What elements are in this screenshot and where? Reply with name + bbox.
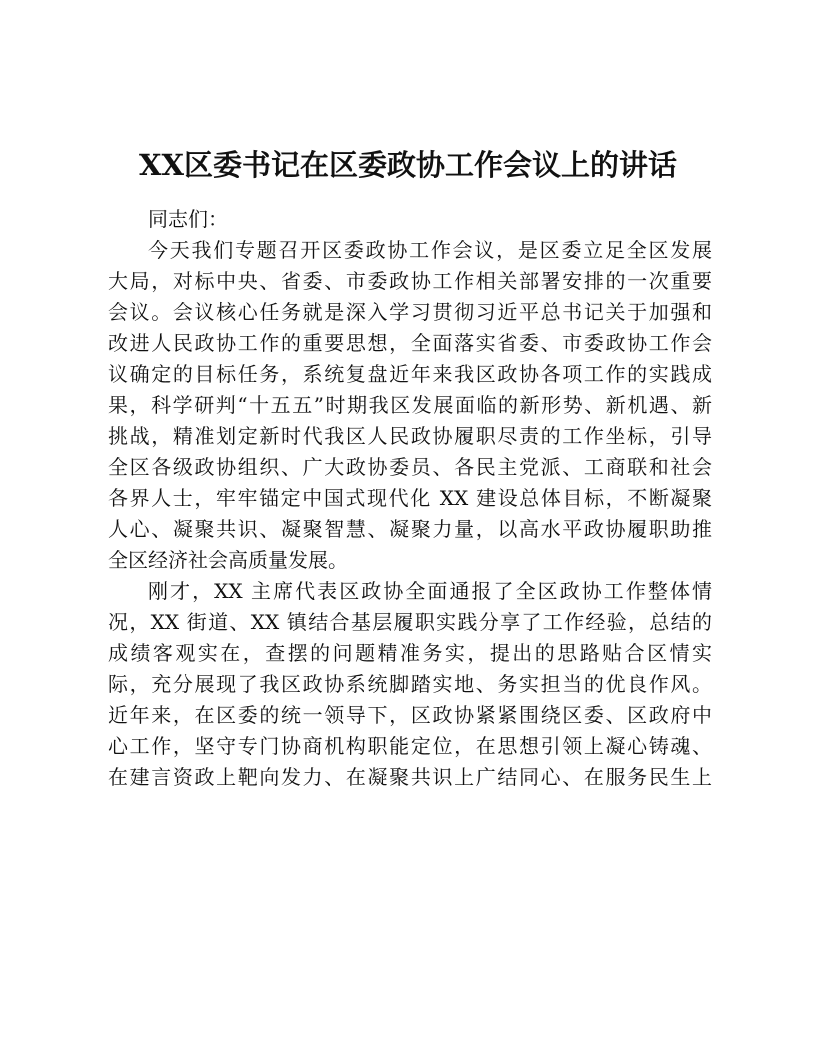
document-title: XX区委书记在区委政协工作会议上的讲话 (138, 148, 677, 182)
paragraph-line: 改进人民政协工作的重要思想，全面落实省委、市委政协工作会 (108, 331, 712, 355)
document-body (108, 204, 712, 793)
paragraph-line: 今天我们专题召开区委政协工作会议，是区委立足全区发展 (148, 238, 712, 262)
greeting: 同志们： (148, 207, 228, 231)
paragraph-line: 心工作，坚守专门协商机构职能定位，在思想引领上凝心铸魂、 (108, 734, 712, 758)
paragraph-line: 全区经济社会高质量发展。 (108, 548, 348, 572)
paragraph-line: 况，XX 街道、XX 镇结合基层履职实践分享了工作经验，总结的 (108, 610, 712, 634)
paragraph-line: 全区各级政协组织、广大政协委员、各民主党派、工商联和社会 (108, 455, 712, 479)
paragraph-line: 人心、凝聚共识、凝聚智慧、凝聚力量，以高水平政协履职助推 (108, 517, 712, 541)
paragraph-line: 近年来，在区委的统一领导下，区政协紧紧围绕区委、区政府中 (108, 703, 712, 727)
paragraph-line: 议确定的目标任务，系统复盘近年来我区政协各项工作的实践成 (108, 362, 712, 386)
paragraph-1 (108, 235, 712, 576)
paragraph-line: 大局，对标中央、省委、市委政协工作相关部署安排的一次重要 (108, 269, 712, 293)
paragraph-line: 会议。会议核心任务就是深入学习贯彻习近平总书记关于加强和 (108, 300, 712, 324)
paragraph-line: 际，充分展现了我区政协系统脚踏实地、务实担当的优良作风。 (108, 672, 712, 696)
paragraph-2 (108, 576, 712, 793)
paragraph-line: 各界人士，牢牢锚定中国式现代化 XX 建设总体目标，不断凝聚 (108, 486, 712, 510)
paragraph-line: 果，科学研判“十五五”时期我区发展面临的新形势、新机遇、新 (108, 393, 712, 417)
paragraph-line: 在建言资政上靶向发力、在凝聚共识上广结同心、在服务民生上 (108, 765, 712, 789)
paragraph-line: 挑战，精准划定新时代我区人民政协履职尽责的工作坐标，引导 (108, 424, 712, 448)
paragraph-line: 刚才，XX 主席代表区政协全面通报了全区政协工作整体情 (148, 579, 712, 603)
paragraph-line: 成绩客观实在，查摆的问题精准务实，提出的思路贴合区情实 (108, 641, 712, 665)
